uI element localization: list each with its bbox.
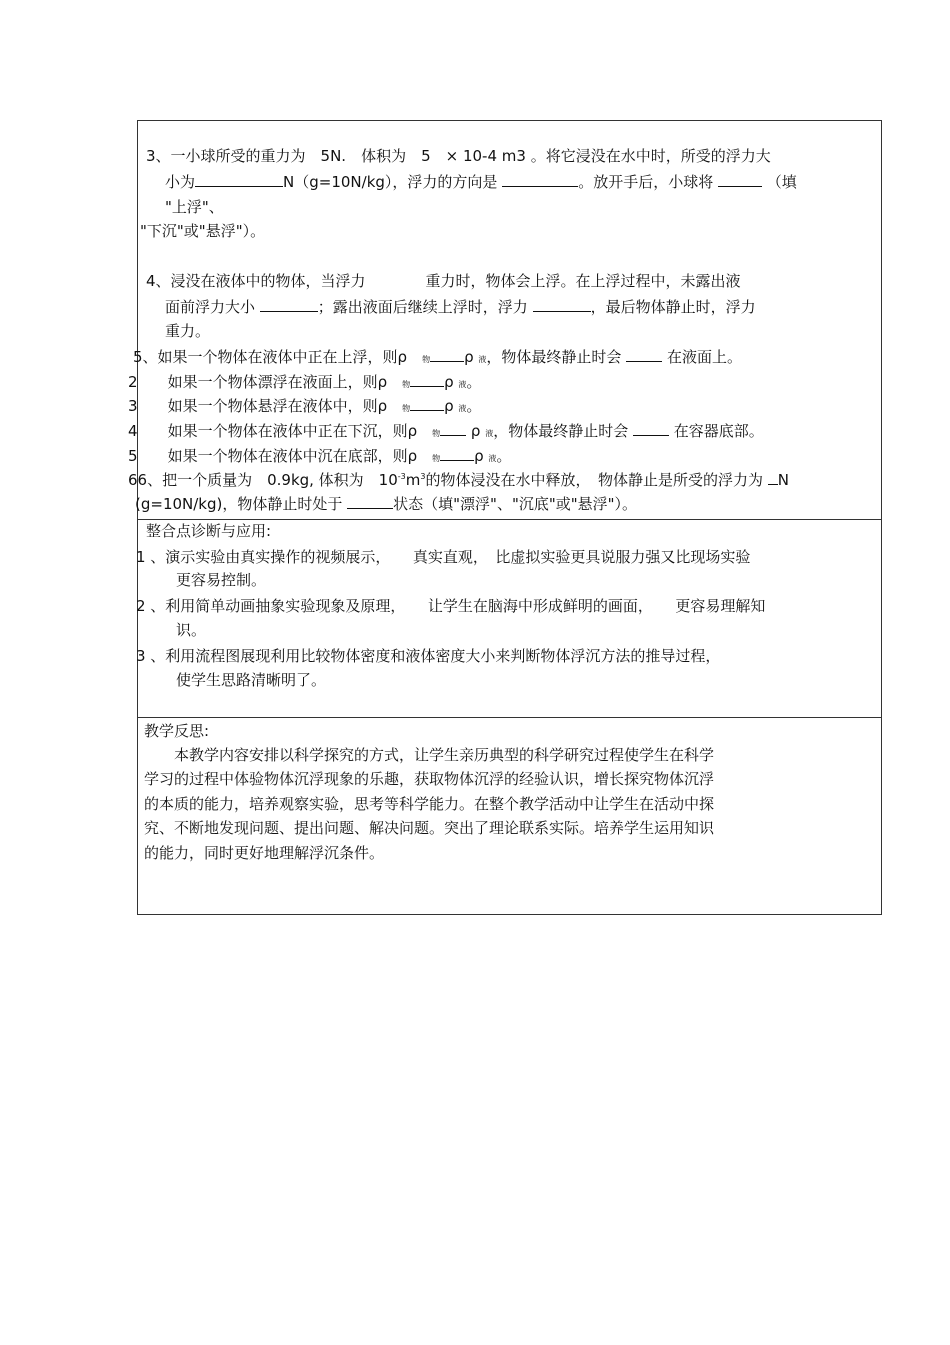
reflection-line-4: 究、不断地发现问题、提出问题、解决问题。突出了理论联系实际。培养学生运用知识 (144, 819, 715, 837)
reflection-row (138, 717, 881, 914)
q6-blank-1[interactable] (768, 470, 778, 485)
reflection-line-1: 本教学内容安排以科学探究的方式，让学生亲历典型的科学研究过程使学生在科学 (144, 746, 715, 764)
q5-line1: 5、如果一个物体在液体中正在上浮，则ρ 物 ρ 液，物体最终静止时会 在液面上。 (133, 348, 742, 366)
q5-blank-6[interactable] (633, 421, 669, 436)
reflection-line-2: 学习的过程中体验物体沉浮现象的乐趣，获取物体沉浮的经验认识，增长探究物体沉浮 (144, 770, 715, 788)
q5-blank-1[interactable] (430, 347, 464, 362)
q5-blank-5[interactable] (440, 421, 466, 436)
q5-line3: 3 如果一个物体悬浮在液体中，则ρ 物 ρ 液。 (128, 397, 482, 415)
q3-line4: "下沉"或"悬浮"）。 (140, 222, 266, 240)
reflection-heading: 教学反思: (144, 722, 210, 740)
q5-blank-3[interactable] (410, 372, 444, 387)
q3-answer-blank-3[interactable] (718, 172, 762, 187)
q5-blank-7[interactable] (440, 446, 474, 461)
q6-blank-2[interactable] (347, 494, 393, 509)
q4-answer-blank-1[interactable] (260, 297, 318, 312)
diagnosis-item-3-cont: 使学生思路清晰明了。 (176, 671, 327, 689)
diagnosis-item-1-cont: 更容易控制。 (176, 571, 267, 589)
q5-line4: 4 如果一个物体在液体中正在下沉，则ρ 物 ρ 液，物体最终静止时会 在容器底部。 (128, 422, 764, 440)
q4-answer-blank-2[interactable] (533, 297, 591, 312)
q5-blank-4[interactable] (410, 396, 444, 411)
diagnosis-item-3: 3 、利用流程图展现利用比较物体密度和液体密度大小来判断物体浮沉方法的推导过程， (136, 647, 721, 665)
reflection-line-3: 的本质的能力，培养观察实验，思考等科学能力。在整个教学活动中让学生在活动中探 (144, 795, 715, 813)
q3-line2: 小为 N（g=10N∕kg），浮力的方向是 。放开手后，小球将 （填 (165, 173, 797, 191)
reflection-line-5: 的能力，同时更好地理解浮沉条件。 (144, 844, 385, 862)
q3-answer-blank-2[interactable] (502, 172, 578, 187)
q4-line3: 重力。 (165, 322, 211, 340)
diagnosis-item-2: 2 、利用简单动画抽象实验现象及原理， 让学生在脑海中形成鲜明的画面， 更容易理解知 (136, 597, 766, 615)
diagnosis-item-1: 1 、演示实验由真实操作的视频展示， 真实直观， 比虚拟实验更具说服力强又比现场实验 (136, 548, 751, 566)
q5-line5: 5 如果一个物体在液体中沉在底部，则ρ 物 ρ 液。 (128, 447, 512, 465)
q6-line1: 66、把一个质量为 0.9kg, 体积为 $10^{-3}m^3$的物体浸没在水中释放， 物体静止是所受的浮力为 N (128, 471, 790, 489)
worksheet-table (128, 120, 882, 915)
q3-answer-blank-1[interactable] (195, 172, 283, 187)
q3-line3: "上浮"、 (165, 198, 224, 216)
q6-line2: (g=10N/kg)，物体静止时处于 状态（填"漂浮"、"沉底"或"悬浮"）。 (135, 495, 638, 513)
diagnosis-heading: 整合点诊断与应用: (146, 522, 272, 540)
q3-line1: 3、一小球所受的重力为 5N. 体积为 5 × 10-4 m3 。将它浸没在水中时，所受的浮力大 (146, 147, 771, 165)
diagnosis-item-2-cont: 识。 (176, 621, 207, 639)
q4-line2: 面前浮力大小 ；露出液面后继续上浮时，浮力 ，最后物体静止时，浮力 (165, 298, 756, 316)
diagnosis-row (138, 519, 881, 718)
q4-line1: 4、浸没在液体中的物体，当浮力 重力时，物体会上浮。在上浮过程中，未露出液 (146, 272, 741, 290)
exercises-row (128, 121, 881, 520)
q5-blank-2[interactable] (626, 347, 662, 362)
q5-line2: 2 如果一个物体漂浮在液面上，则ρ 物 ρ 液。 (128, 373, 482, 391)
